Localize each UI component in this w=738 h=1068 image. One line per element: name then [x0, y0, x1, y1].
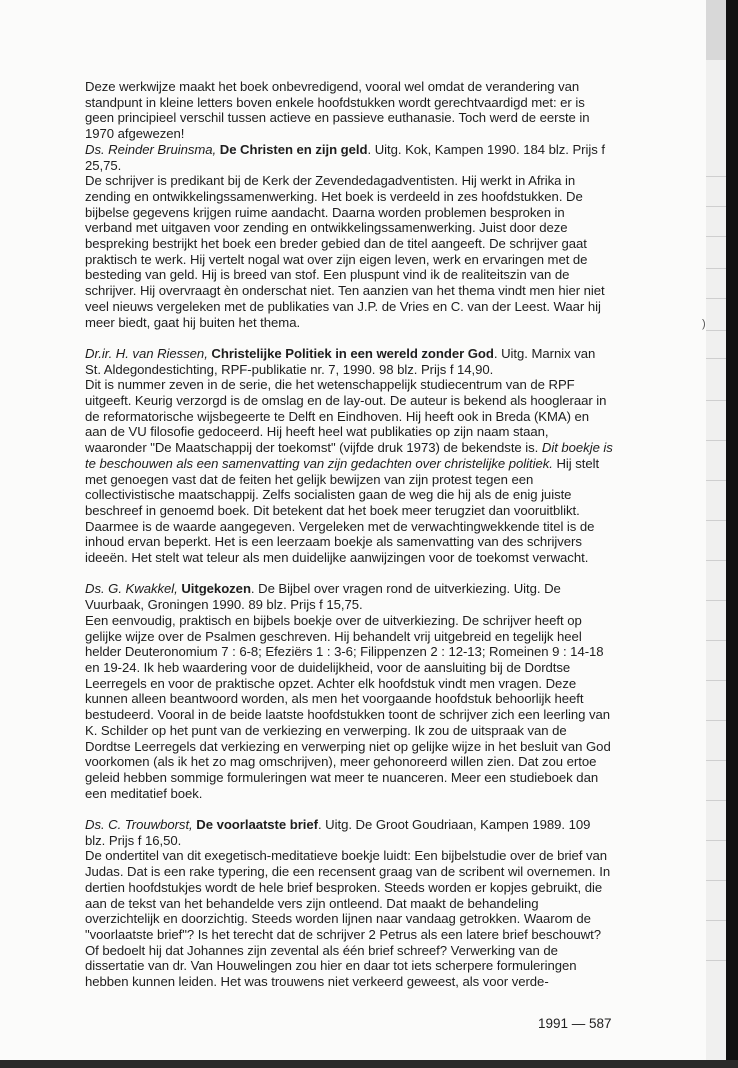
page-number: 1991 — 587 [538, 1016, 612, 1031]
review-text: Een eenvoudig, praktisch en bijbels boekje over de uitverkiezing. De schrijver heeft op gelijke wijze over de Psalmen geschreven. Hij behandelt vrij uitgebreid en tegelijk heel helder Deuteronomium 7 : 6-8; Efeziërs 1 : 3-6; Filippenzen 2 : 12-13; Romeinen 9 : 14-18 en 19-24. Ik heb waardering voor de duidelijkheid, voor de aansluiting bij de Dordtse Leerregels en voor de praktische opzet. Achter elk hoofdstuk vindt men vragen. Deze kunnen alleen beantwoord worden, als men het voorgaande hoofdstuk behoorlijk heeft bestudeerd. Vooral in de beide laatste hoofdstukken toont de schrijver zich een leerling van K. Schilder op het punt van de verkiezing en verwerping. Ik zou de uitspraak van de Dordtse Leerregels dat verkiezing en verwerping niet op gelijke wijze in het besluit van God voorkomen (als ik het zo mag omschrijven), meer gehonoreerd willen zien. Dat zou ertoe geleid hebben sommige formuleringen wat meer te nuanceren. Meer een studieboek dan een meditatief boek. [85, 612, 611, 801]
page-edge-line [706, 920, 728, 921]
page-edge-line [706, 236, 728, 237]
review-heading [85, 581, 613, 612]
review-heading [85, 142, 613, 173]
review-title: Uitgekozen [181, 581, 251, 597]
page-edge-line [706, 600, 728, 601]
review-heading [85, 346, 613, 377]
page-edge-line [706, 720, 728, 721]
review-text: De ondertitel van dit exegetisch-meditatieve boekje luidt: Een bijbelstudie over de brief van Judas. Dat is een rake typering, die een recensent graag van de scribent wil overnemen. In dertien hoofdstukjes wordt de hele brief besproken. Steeds worden er kopjes gebruikt, die aan de tekst van het behandelde vers zijn ontleend. Dat maakt de behandeling overzichtelijk en doorzichtig. Steeds worden lijnen naar vandaag getrokken. Waarom de "voorlaatste brief"? Is het terecht dat de schrijver 2 Petrus als een latere brief beschouwt? Of bedoelt hij dat Johannes zijn zevental als één brief schreef? Verwerking van de dissertatie van dr. Van Houwelingen zou hier en daar tot iets scherpere formuleringen hebben kunnen leiden. Het was trouwens niet verkeerd geweest, als voor verde- [85, 848, 611, 990]
page-edge-line [706, 330, 728, 331]
page-edge-line [706, 840, 728, 841]
review-kwakkel [85, 581, 613, 801]
review-title: De Christen en zijn geld [219, 141, 368, 157]
review-author: Dr.ir. H. van Riessen, [85, 345, 208, 361]
review-title: Christelijke Politiek in een wereld zonder God [211, 345, 494, 361]
page-edge-line [706, 206, 728, 207]
review-heading [85, 817, 613, 848]
page-edge-line [706, 680, 728, 681]
review-text: De schrijver is predikant bij de Kerk der Zevendedagadventisten. Hij werkt in Afrika in zending en ontwikkelingssamenwerking. Het boek is verdeeld in zes hoofdstukken. De bijbelse gegevens krijgen ruime aandacht. Daarna worden problemen besproken in verband met uitgaven voor zending en ontwikkelingssamenwerking. Juist door deze bespreking bestrijkt het boek een breder gebied dan de titel aangeeft. De schrijver gaat praktisch te werk. Hij vertelt nogal wat over zijn eigen leven, werk en ervaringen met de besteding van geld. Hij is breed van stof. Een pluspunt vind ik de realiteitszin van de schrijver. Hij overvraagt èn onderschat niet. Ten aanzien van het thema vindt men hier niet veel nieuws vergeleken met de publikaties van J.P. de Vries en C. van der Leest. Waar hij meer biedt, gaat hij buiten het thema. [85, 173, 605, 330]
page-edge-line [706, 520, 728, 521]
page-edge-line [706, 760, 728, 761]
review-publication: . Uitg. Marnix van St. Aldegondestichting, RPF-publikatie nr. 7, 1990. 98 blz. Prijs f 14,90. [85, 345, 596, 377]
review-publication: . De Bijbel over vragen rond de uitverkiezing. Uitg. De Vuurbaak, Groningen 1990. 89 blz. Prijs f 15,75. [85, 581, 561, 613]
review-text [85, 377, 613, 565]
intro-paragraph: Deze werkwijze maakt het boek onbevredigend, vooral wel omdat de verandering van standpunt in kleine letters boven enkele hoofdstukken wordt gerechtvaardigd met: er is geen principieel verschil tussen actieve en passieve euthanasie. Toch werd de eerste in 1970 afgewezen! [85, 79, 590, 142]
page-edge-line [706, 268, 728, 269]
page-edge-line [706, 480, 728, 481]
page-edge-line [706, 560, 728, 561]
review-publication: . Uitg. Kok, Kampen 1990. 184 blz. Prijs f 25,75. [85, 141, 605, 173]
scan-binding-edge [726, 0, 738, 1068]
review-publication: . Uitg. De Groot Goudriaan, Kampen 1989. 109 blz. Prijs f 16,50. [85, 817, 591, 848]
review-text-italic: Dit boekje is te beschouwen als een samenvatting van zijn gedachten over christelijke politiek. [85, 440, 613, 471]
review-trouwborst [85, 817, 613, 990]
page-edge-line [706, 440, 728, 441]
review-author: Ds. C. Trouwborst, [85, 817, 193, 832]
page-edge-line [706, 298, 728, 299]
margin-mark: ) [702, 318, 706, 330]
article-body [85, 79, 613, 1005]
page-edge-line [706, 880, 728, 881]
review-van-riessen [85, 346, 613, 566]
page-edge-line [706, 800, 728, 801]
review-title: De voorlaatste brief [196, 817, 318, 832]
scan-bottom-edge [0, 1060, 738, 1068]
review-author: Ds. Reinder Bruinsma, [85, 141, 217, 157]
review-text-part: Hij stelt met genoegen vast dat de feiten het gelijk bewijzen van zijn protest tegen een collectivistische maatschappij. Zelfs socialisten gaan de weg die hij als de enig juiste beschreef in genoemd boek. Dit betekent dat het boek meer terugziet dan vooruitblikt. Daarmee is de waarde aangegeven. Vergeleken met de verwachtingwekkende titel is de inhoud ervan beperkt. Het is een leerzaam boekje als samenvatting van des schrijvers ideeën. Het stelt wat teleur als men duidelijke aanwijzingen voor de toekomst verwacht. [85, 455, 600, 566]
review-text-part: Dit is nummer zeven in de serie, die het wetenschappelijk studiecentrum van de RPF uitgeeft. Keurig verzorgd is de omslag en de lay-out. De auteur is bekend als hoogleraar in de reformatorische wijsbegeerte te Delft en Eindhoven. Hij heeft ook in Breda (KMA) en aan de VU filosofie gedoceerd. Hij heeft heel wat publikaties op zijn naam staan, waaronder "De Maatschappij der toekomst" (vijfde druk 1973) de bekendste is. [85, 377, 607, 456]
page-edge-line [706, 400, 728, 401]
page-edge-line [706, 960, 728, 961]
page-edge-line [706, 640, 728, 641]
page-edge-line [706, 358, 728, 359]
review-author: Ds. G. Kwakkel, [85, 581, 178, 597]
review-bruinsma [85, 142, 613, 330]
page-edge-line [706, 176, 728, 177]
